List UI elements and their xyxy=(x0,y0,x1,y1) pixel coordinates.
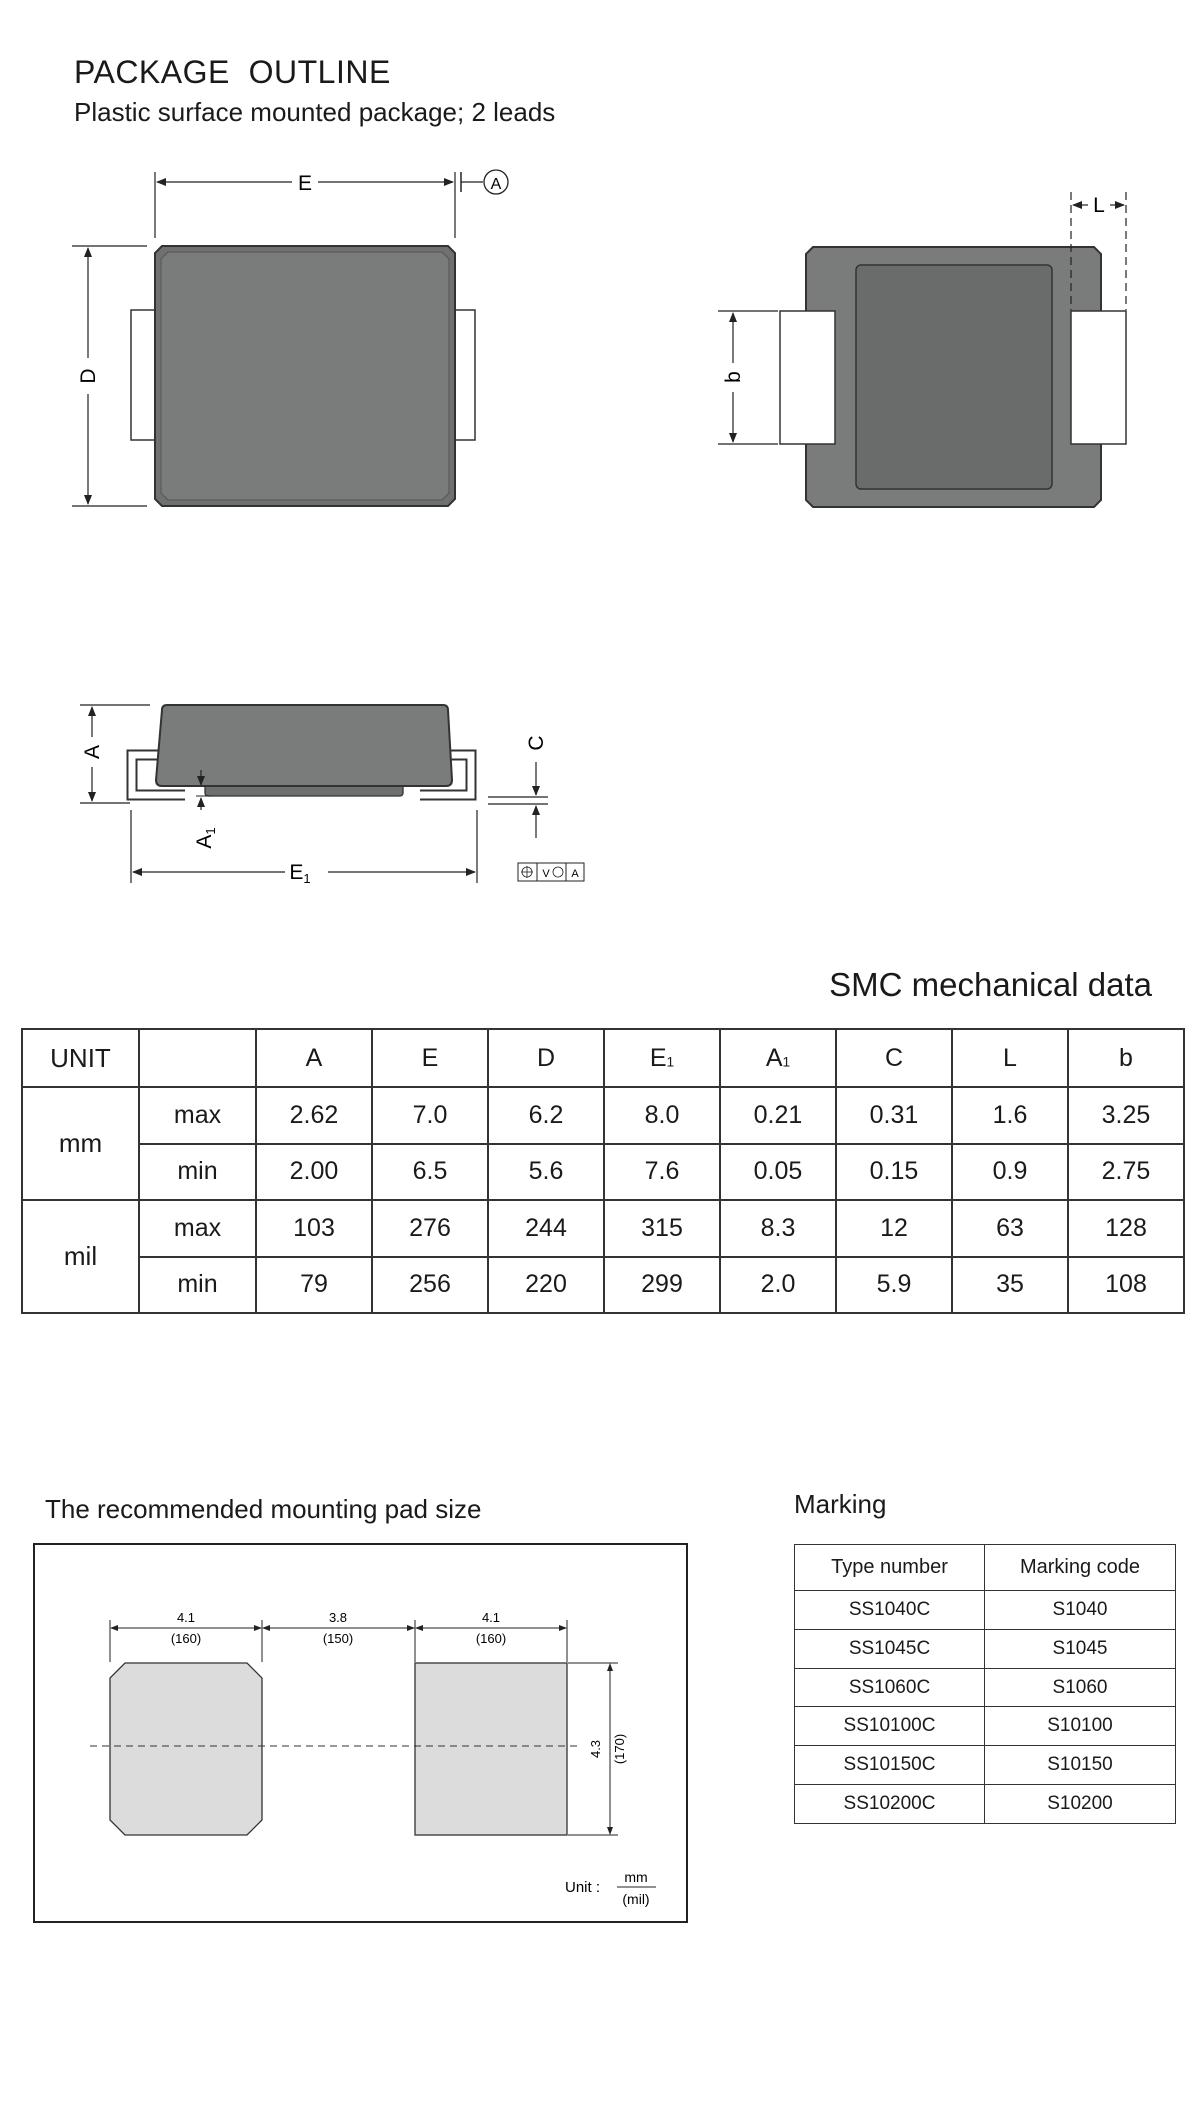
mechanical-data-table xyxy=(21,1028,1185,1314)
value-cell: 79 xyxy=(256,1257,372,1314)
dim-D-label: D xyxy=(77,368,100,384)
mechanical-data-title: SMC mechanical data xyxy=(829,966,1152,1003)
value-cell: 256 xyxy=(372,1257,488,1314)
type-number-cell: SS1060C xyxy=(795,1668,985,1707)
marking-table xyxy=(794,1544,1176,1824)
limit-cell: max xyxy=(139,1087,256,1144)
table-row xyxy=(795,1785,1176,1824)
pad2-mm-label: 4.1 xyxy=(481,1610,501,1625)
pad1-mm-label: 4.1 xyxy=(176,1610,196,1625)
mounting-pad-drawing xyxy=(33,1543,688,1923)
value-cell: 2.0 xyxy=(720,1257,836,1314)
value-cell: 0.15 xyxy=(836,1144,952,1201)
dim-A-label: A xyxy=(81,744,104,760)
value-cell: 8.0 xyxy=(604,1087,720,1144)
value-cell: 63 xyxy=(952,1200,1068,1257)
marking-code-cell: S1040 xyxy=(985,1591,1176,1630)
header-C: C xyxy=(836,1029,952,1087)
table-row xyxy=(795,1746,1176,1785)
header-blank xyxy=(139,1029,256,1087)
value-cell: 0.05 xyxy=(720,1144,836,1201)
type-number-cell: SS10200C xyxy=(795,1785,985,1824)
header-b: b xyxy=(1068,1029,1184,1087)
gap-mil-label: (150) xyxy=(322,1631,354,1646)
height-mil-label: (170) xyxy=(612,1733,627,1765)
dim-C-label: C xyxy=(525,735,548,751)
table-header-row xyxy=(795,1545,1176,1591)
tolerance-v-label: V xyxy=(542,868,550,880)
value-cell: 6.5 xyxy=(372,1144,488,1201)
pad2-mil-label: (160) xyxy=(475,1631,507,1646)
table-row xyxy=(795,1629,1176,1668)
header-E: E xyxy=(372,1029,488,1087)
table-row xyxy=(22,1257,1184,1314)
type-number-cell: SS10150C xyxy=(795,1746,985,1785)
unit-mm: mm xyxy=(22,1087,139,1200)
table-row xyxy=(795,1591,1176,1630)
type-number-cell: SS10100C xyxy=(795,1707,985,1746)
marking-title: Marking xyxy=(794,1489,887,1519)
header-D: D xyxy=(488,1029,604,1087)
table-row xyxy=(22,1200,1184,1257)
limit-cell: max xyxy=(139,1200,256,1257)
value-cell: 276 xyxy=(372,1200,488,1257)
value-cell: 5.9 xyxy=(836,1257,952,1314)
mounting-pad-title: The recommended mounting pad size xyxy=(45,1494,482,1524)
dim-A1-label: A1 xyxy=(193,827,218,849)
unit-label: Unit : xyxy=(564,1879,600,1896)
value-cell: 8.3 xyxy=(720,1200,836,1257)
marking-code-cell: S1045 xyxy=(985,1629,1176,1668)
value-cell: 2.62 xyxy=(256,1087,372,1144)
limit-cell: min xyxy=(139,1144,256,1201)
table-row xyxy=(795,1707,1176,1746)
tolerance-frame xyxy=(518,863,584,881)
header-A: A xyxy=(256,1029,372,1087)
package-outline-drawing xyxy=(0,150,1200,910)
dim-E-label: E xyxy=(297,172,313,195)
tolerance-a-label: A xyxy=(571,868,579,880)
value-cell: 244 xyxy=(488,1200,604,1257)
value-cell: 1.6 xyxy=(952,1087,1068,1144)
table-header-row xyxy=(22,1029,1184,1087)
value-cell: 12 xyxy=(836,1200,952,1257)
side-view xyxy=(80,705,584,886)
value-cell: 7.6 xyxy=(604,1144,720,1201)
value-cell: 0.21 xyxy=(720,1087,836,1144)
header-L: L xyxy=(952,1029,1068,1087)
marking-code-cell: S10200 xyxy=(985,1785,1176,1824)
bottom-view xyxy=(718,192,1126,507)
value-cell: 108 xyxy=(1068,1257,1184,1314)
datum-A-label: A xyxy=(490,176,502,193)
value-cell: 220 xyxy=(488,1257,604,1314)
value-cell: 0.31 xyxy=(836,1087,952,1144)
table-row xyxy=(795,1668,1176,1707)
dim-b-label: b xyxy=(722,371,745,383)
header-E1: $E_1$ xyxy=(604,1029,720,1087)
table-row xyxy=(22,1144,1184,1201)
pad1-mil-label: (160) xyxy=(170,1631,202,1646)
marking-code-cell: S10150 xyxy=(985,1746,1176,1785)
pad-left xyxy=(110,1663,262,1835)
table-row xyxy=(22,1087,1184,1144)
gap-mm-label: 3.8 xyxy=(328,1610,348,1625)
value-cell: 299 xyxy=(604,1257,720,1314)
height-mm-label: 4.3 xyxy=(588,1739,603,1759)
value-cell: 103 xyxy=(256,1200,372,1257)
marking-code-cell: S10100 xyxy=(985,1707,1176,1746)
header-type-number: Type number xyxy=(795,1545,985,1591)
value-cell: 35 xyxy=(952,1257,1068,1314)
header-A1: $A_1$ xyxy=(720,1029,836,1087)
pad-right xyxy=(415,1663,567,1835)
page-subtitle: Plastic surface mounted package; 2 leads xyxy=(74,97,556,127)
value-cell: 5.6 xyxy=(488,1144,604,1201)
value-cell: 7.0 xyxy=(372,1087,488,1144)
unit-bottom-label: (mil) xyxy=(622,1891,650,1907)
header-marking-code: Marking code xyxy=(985,1545,1176,1591)
header-unit: UNIT xyxy=(22,1029,139,1087)
unit-top-label: mm xyxy=(624,1869,648,1885)
type-number-cell: SS1045C xyxy=(795,1629,985,1668)
value-cell: 6.2 xyxy=(488,1087,604,1144)
value-cell: 3.25 xyxy=(1068,1087,1184,1144)
type-number-cell: SS1040C xyxy=(795,1591,985,1630)
dim-L-label: L xyxy=(1093,194,1105,217)
value-cell: 2.00 xyxy=(256,1144,372,1201)
value-cell: 128 xyxy=(1068,1200,1184,1257)
value-cell: 2.75 xyxy=(1068,1144,1184,1201)
value-cell: 0.9 xyxy=(952,1144,1068,1201)
limit-cell: min xyxy=(139,1257,256,1314)
unit-mil: mil xyxy=(22,1200,139,1313)
value-cell: 315 xyxy=(604,1200,720,1257)
top-view xyxy=(72,170,508,506)
page-title: PACKAGE OUTLINE xyxy=(74,54,391,90)
dim-E1-label: E1 xyxy=(289,861,311,886)
marking-code-cell: S1060 xyxy=(985,1668,1176,1707)
